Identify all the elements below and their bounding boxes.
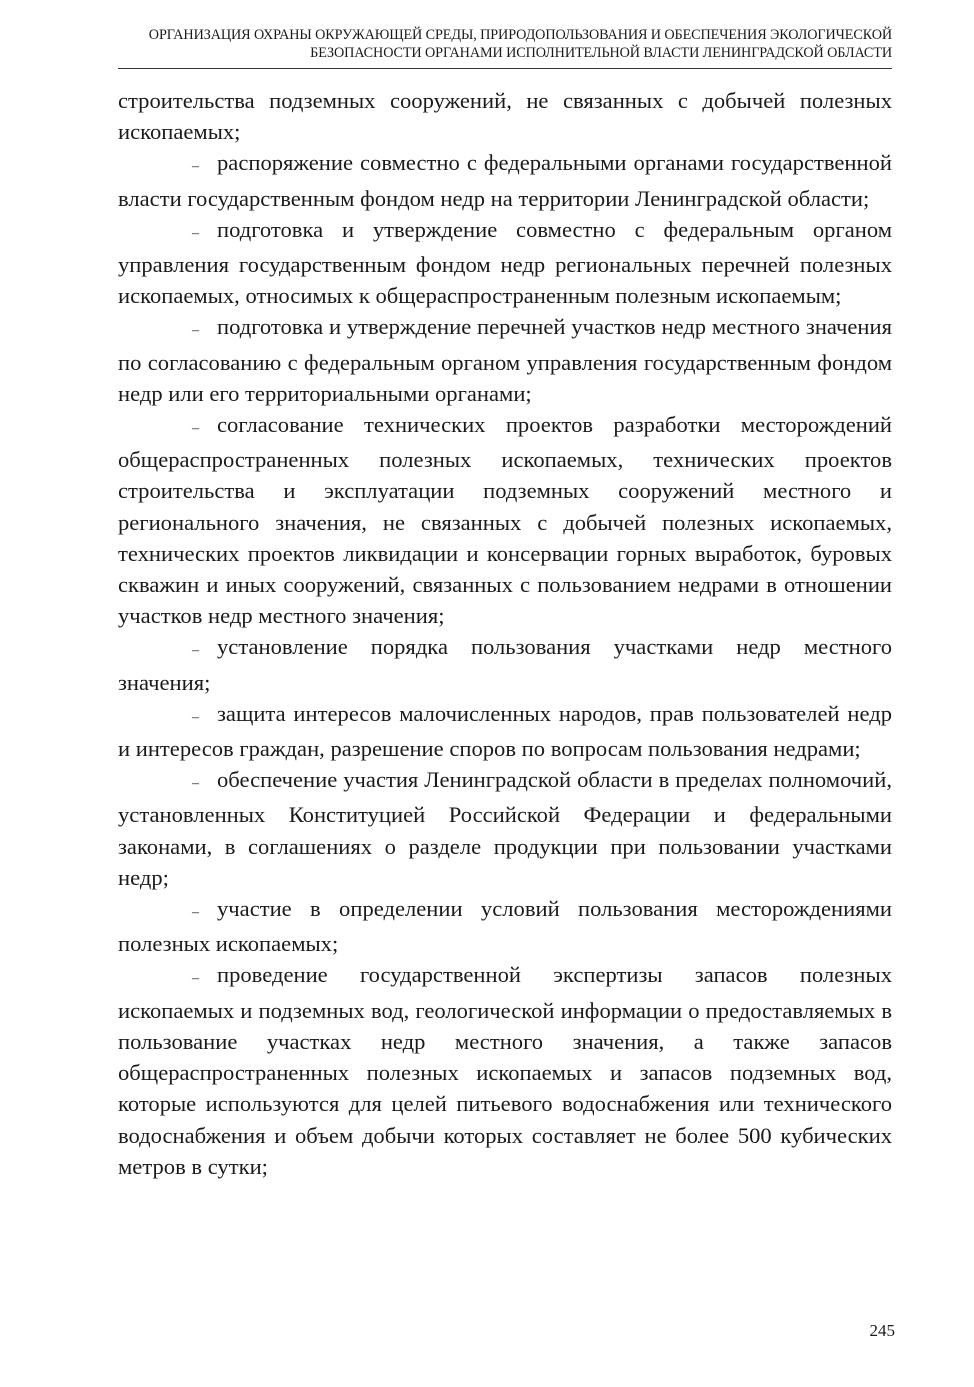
dash-marker: – xyxy=(192,971,199,987)
dash-marker: – xyxy=(192,421,199,437)
dash-marker: – xyxy=(192,905,199,921)
dash-marker: – xyxy=(192,225,199,241)
list-item xyxy=(118,311,892,409)
list-item-text: подготовка и утверждение совместно с федеральным органом управления государственным фондом недр региональных перечней полезных ископаемых, относимых к общераспространенным полезным ископаемым; xyxy=(118,216,892,309)
running-header-line-2: БЕЗОПАСНОСТИ ОРГАНАМИ ИСПОЛНИТЕЛЬНОЙ ВЛАСТИ ЛЕНИНГРАДСКОЙ ОБЛАСТИ xyxy=(310,45,892,61)
dash-marker: – xyxy=(192,776,199,792)
list-item xyxy=(118,893,892,959)
header-rule xyxy=(118,68,892,69)
dash-marker: – xyxy=(192,709,199,725)
dash-marker: – xyxy=(192,159,199,175)
dash-marker: – xyxy=(192,643,199,659)
list-item xyxy=(118,764,892,893)
list-item xyxy=(118,698,892,764)
page-number: 245 xyxy=(869,1321,895,1340)
dash-marker: – xyxy=(192,323,199,339)
lead-paragraph: строительства подземных сооружений, не связанных с добычей полезных ископаемых; xyxy=(118,88,892,145)
list-item-text: участие в определении условий пользования месторождениями полезных ископаемых; xyxy=(118,896,892,957)
list-item-text: подготовка и утверждение перечней участков недр местного значения по согласованию с федеральным органом управления государственным фондом недр или его территориальными органами; xyxy=(118,314,892,406)
list-item xyxy=(118,409,892,631)
list-item xyxy=(118,631,892,697)
list-item xyxy=(118,147,892,213)
list-item-text: установление порядка пользования участками недр местного значения; xyxy=(118,634,892,695)
list-item-text: распоряжение совместно с федеральными органами государственной власти государственным фондом недр на территории Ленинградской области; xyxy=(118,150,892,211)
page-body xyxy=(118,85,892,1182)
running-header-line-1: ОРГАНИЗАЦИЯ ОХРАНЫ ОКРУЖАЮЩЕЙ СРЕДЫ, ПРИРОДОПОЛЬЗОВАНИЯ И ОБЕСПЕЧЕНИЯ ЭКОЛОГИЧЕСКОЙ xyxy=(148,27,892,43)
list-item xyxy=(118,959,892,1181)
running-header xyxy=(118,26,892,62)
list-item-text: защита интересов малочисленных народов, прав пользователей недр и интересов граждан, разрешение споров по вопросам пользования недрами; xyxy=(118,700,892,762)
list-item-text: обеспечение участия Ленинградской области в пределах полномочий, установленных Конституцией Российской Федерации и федеральными законами, в соглашениях о разделе продукции при пользовании участками недр; xyxy=(118,767,892,890)
list-item xyxy=(118,214,892,312)
list-item-text: проведение государственной экспертизы запасов полезных ископаемых и подземных вод, геологической информации о предоставляемых в пользование участках недр местного значения, а также запасов общераспространенных полезных ископаемых и запасов подземных вод, которые используются для целей питьевого водоснабжения или технического водоснабжения и объем добычи которых составляет не более 500 кубических метров в сутки; xyxy=(118,962,892,1179)
list-item-text: согласование технических проектов разработки месторождений общераспространенных полезных ископаемых, технических проектов строительства и эксплуатации подземных сооружений местного и регионального значения, не связанных с добычей полезных ископаемых, технических проектов ликвидации и консервации горных выработок, буровых скважин и иных сооружений, связанных с пользованием недрами в отношении участков недр местного значения; xyxy=(118,412,892,629)
